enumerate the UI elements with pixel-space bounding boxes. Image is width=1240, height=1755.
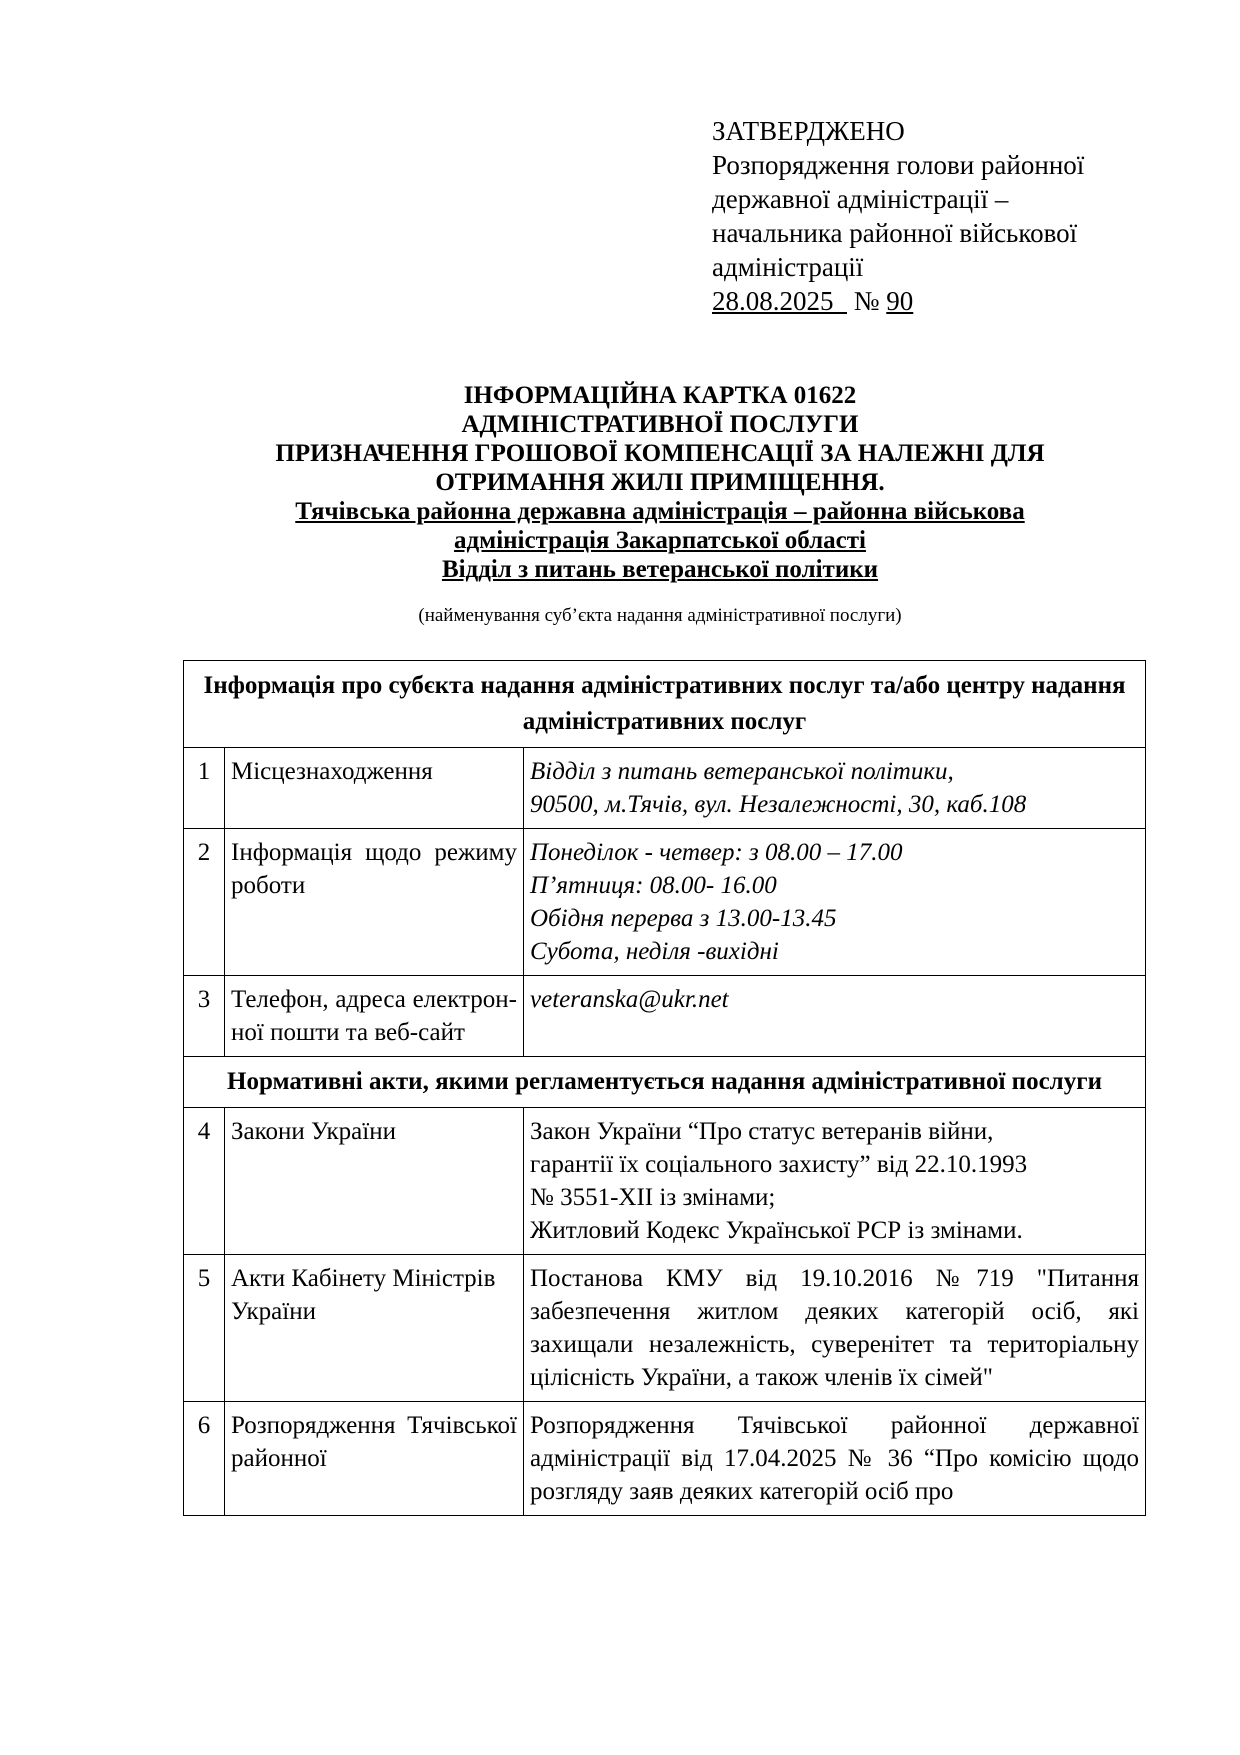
row-number: 2 — [184, 829, 225, 976]
row-number: 6 — [184, 1402, 225, 1516]
title-line: ОТРИМАННЯ ЖИЛІ ПРИМІЩЕННЯ. — [435, 469, 885, 496]
approval-status: ЗАТВЕРДЖЕНО — [712, 116, 905, 146]
row-number: 3 — [184, 976, 225, 1057]
row-number: 5 — [184, 1255, 225, 1402]
value-line: Понеділок - четвер: з 08.00 – 17.00 — [530, 839, 903, 866]
value-line: Субота, неділя -вихідні — [530, 938, 779, 965]
table-row — [184, 829, 1146, 976]
row-label: Інформація щодо режиму роботи — [225, 829, 524, 976]
subject-caption: (найменування суб’єкта надання адміністративної послуги) — [418, 605, 902, 626]
title-line: АДМІНІСТРАТИВНОЇ ПОСЛУГИ — [461, 411, 859, 438]
row-label: Місцезнаходження — [225, 748, 524, 829]
subject-name-line: адміністрація Закарпатської області — [454, 527, 866, 554]
title-line: ПРИЗНАЧЕННЯ ГРОШОВОЇ КОМПЕНСАЦІЇ ЗА НАЛЕЖНІ ДЛЯ — [275, 440, 1045, 467]
section-header-row — [184, 1057, 1146, 1108]
value-line: № 3551-ХІІ із змінами; — [530, 1184, 776, 1211]
approval-block — [712, 114, 1182, 318]
value-line: Закон України “Про статус ветеранів війни, — [530, 1118, 994, 1145]
department-name: Відділ з питань ветеранської політики — [441, 556, 879, 583]
section-header: Інформація про субєкта надання адміністративних послуг та/або центру надання адміністративних послуг — [184, 661, 1146, 748]
table-row — [184, 1255, 1146, 1402]
value-line: Обідня перерва з 13.00-13.45 — [530, 905, 837, 932]
table-row — [184, 976, 1146, 1057]
row-value: Постанова КМУ від 19.10.2016 №719 "Питання забезпечення житлом деяких категорій осіб, які захищали незалежність, суверенітет та територіальну цілісність України, а також членів їх сімей" — [524, 1255, 1146, 1402]
value-line: П’ятниця: 08.00- 16.00 — [530, 872, 777, 899]
table-row — [184, 1108, 1146, 1255]
value-line: 90500, м.Тячів, вул. Незалежності, 30, каб.108 — [530, 791, 1027, 818]
table-row — [184, 748, 1146, 829]
approval-number-sign: № — [853, 286, 880, 316]
row-value — [524, 829, 1146, 976]
document-title — [180, 381, 1140, 584]
row-value — [524, 976, 1146, 1057]
row-number: 1 — [184, 748, 225, 829]
row-value — [524, 1108, 1146, 1255]
row-label: Телефон, адреса електрон-ної пошти та веб-сайт — [225, 976, 524, 1057]
row-value: Розпорядження Тячівської районної державної адміністрації від 17.04.2025 № 36 “Про комісію щодо розгляду заяв деяких категорій осіб про — [524, 1402, 1146, 1516]
table-row — [184, 1402, 1146, 1516]
section-header: Нормативні акти, якими регламентується надання адміністративної послуги — [184, 1057, 1146, 1108]
email-value: veteranska@ukr.net — [530, 986, 729, 1013]
approval-number: 90 — [886, 286, 914, 316]
section-header-row — [184, 661, 1146, 748]
approval-line: адміністрації — [712, 252, 864, 282]
approval-line: державної адміністрації – — [712, 184, 1009, 214]
row-label: Закони України — [225, 1108, 524, 1255]
approval-date: 28.08.2025 — [712, 286, 834, 316]
value-line: Відділ з питань ветеранської політики, — [530, 758, 954, 785]
row-label: Акти Кабінету Міністрів України — [225, 1255, 524, 1402]
approval-line: начальника районної військової — [712, 218, 1078, 248]
info-card-table — [183, 660, 1146, 1516]
approval-date-number — [712, 284, 1182, 318]
approval-line: Розпорядження голови районної — [712, 150, 1085, 180]
row-value — [524, 748, 1146, 829]
value-line: Житловий Кодекс Української РСР із змінами. — [530, 1217, 1023, 1244]
row-label: Розпорядження Тячівської районної — [225, 1402, 524, 1516]
value-line: гарантії їх соціального захисту” від 22.10.1993 — [530, 1151, 1028, 1178]
title-line: ІНФОРМАЦІЙНА КАРТКА 01622 — [463, 382, 857, 409]
row-number: 4 — [184, 1108, 225, 1255]
subject-name-line: Тячівська районна державна адміністрація – районна військова — [295, 498, 1025, 525]
